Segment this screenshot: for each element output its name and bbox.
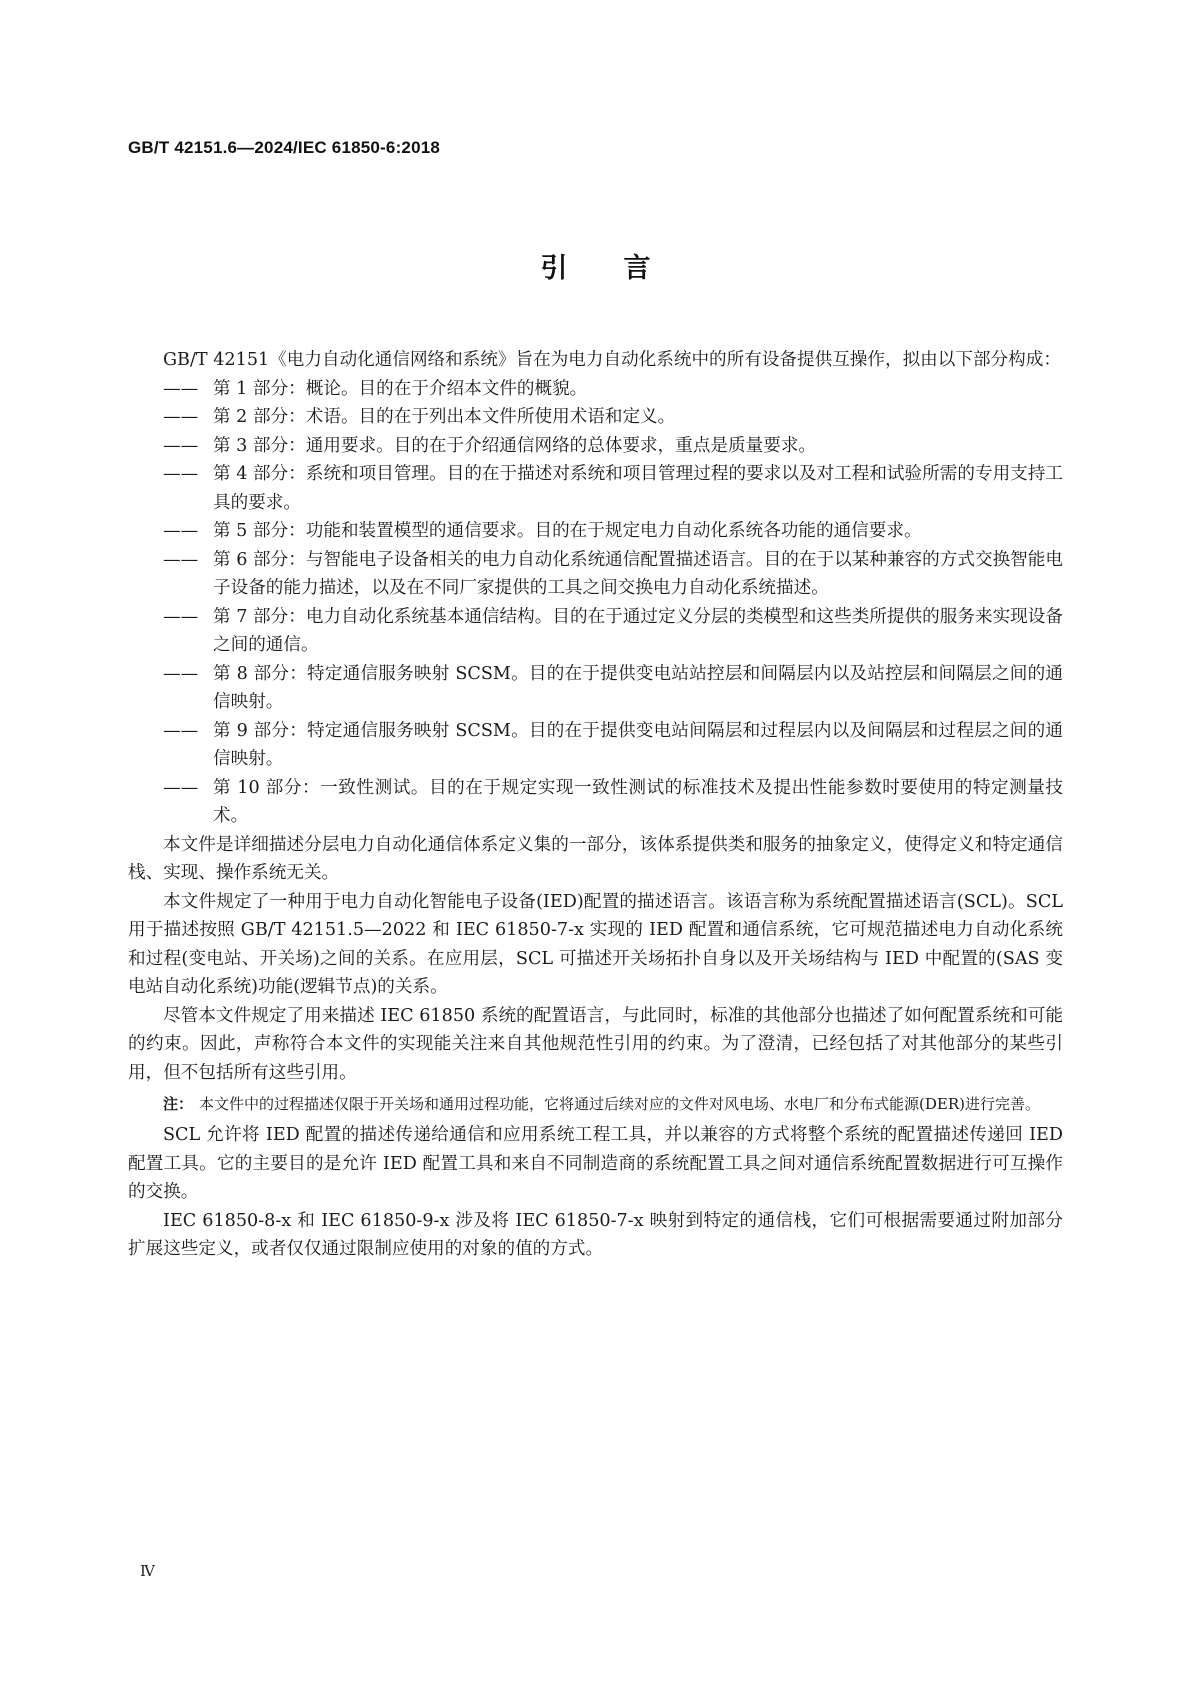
list-dash: —— [163,407,199,427]
main-content [128,346,1063,1264]
list-dash: —— [163,777,199,798]
body-paragraph-2: 本文件规定了一种用于电力自动化智能电子设备(IED)配置的描述语言。该语言称为系统配置描述语言(SCL)。SCL 用于描述按照 GB/T 42151.5—2022 和 IEC 61850-7-x 实现的 IED 配置和通信系统，它可规范描述电力自动化系统和过程(变电站、开关场)之间的关系。在应用层，SCL 可描述开关场拓扑自身以及开关场结构与 IED 中配置的(SAS 变电站自动化系统)功能(逻辑节点)的关系。 [128,891,1063,997]
list-item [128,717,1063,774]
list-dash: —— [163,720,199,741]
list-item-text: 第 5 部分：功能和装置模型的通信要求。目的在于规定电力自动化系统各功能的通信要求。 [213,521,922,541]
list-dash: —— [163,606,199,627]
list-dash: —— [163,435,199,456]
page-title: 引言 [540,253,707,284]
list-dash: —— [163,378,199,399]
body-paragraph-1: 本文件是详细描述分层电力自动化通信体系定义集的一部分，该体系提供类和服务的抽象定义，使得定义和特定通信栈、实现、操作系统无关。 [128,834,1063,883]
list-item [128,460,1063,517]
note-label: 注： [163,1095,194,1113]
list-item-text: 第 10 部分：一致性测试。目的在于规定实现一致性测试的标准技术及提出性能参数时要使用的特定测量技术。 [213,777,1063,826]
list-dash: —— [163,521,199,541]
parts-list [128,375,1063,831]
note [128,1091,1063,1117]
list-item-text: 第 7 部分：电力自动化系统基本通信结构。目的在于通过定义分层的类模型和这些类所提供的服务来实现设备之间的通信。 [213,606,1063,655]
list-dash: —— [163,549,199,570]
list-item-text: 第 8 部分：特定通信服务映射 SCSM。目的在于提供变电站站控层和间隔层内以及站控层和间隔层之间的通信映射。 [213,663,1063,712]
note-text: 本文件中的过程描述仅限于开关场和通用过程功能，它将通过后续对应的文件对风电场、水电厂和分布式能源(DER)进行完善。 [199,1095,1040,1113]
list-item-text: 第 4 部分：系统和项目管理。目的在于描述对系统和项目管理过程的要求以及对工程和试验所需的专用支持工具的要求。 [213,464,1063,513]
list-item [128,517,1063,546]
list-item-text: 第 2 部分：术语。目的在于列出本文件所使用术语和定义。 [213,407,676,427]
body-paragraph-5: IEC 61850-8-x 和 IEC 61850-9-x 涉及将 IEC 61850-7-x 映射到特定的通信栈，它们可根据需要通过附加部分扩展这些定义，或者仅仅通过限制应使用的对象的值的方式。 [128,1210,1063,1259]
list-item-text: 第 6 部分：与智能电子设备相关的电力自动化系统通信配置描述语言。目的在于以某种兼容的方式交换智能电子设备的能力描述，以及在不同厂家提供的工具之间交换电力自动化系统描述。 [213,549,1063,598]
list-item [128,546,1063,603]
list-item [128,660,1063,717]
list-dash: —— [163,663,199,684]
page-number: Ⅳ [140,1562,155,1580]
list-item [128,375,1063,404]
intro-paragraph: GB/T 42151《电力自动化通信网络和系统》旨在为电力自动化系统中的所有设备提供互操作，拟由以下部分构成： [163,350,1061,370]
list-item-text: 第 1 部分：概论。目的在于介绍本文件的概貌。 [213,378,588,399]
list-item [128,774,1063,831]
standard-number-header: GB/T 42151.6—2024/IEC 61850-6:2018 [128,138,441,157]
list-item [128,603,1063,660]
body-paragraph-4: SCL 允许将 IED 配置的描述传递给通信和应用系统工程工具，并以兼容的方式将整个系统的配置描述传递回 IED 配置工具。它的主要目的是允许 IED 配置工具和来自不同制造商的系统配置工具之间对通信系统配置数据进行可互操作的交换。 [128,1125,1063,1202]
list-item-text: 第 9 部分：特定通信服务映射 SCSM。目的在于提供变电站间隔层和过程层内以及间隔层和过程层之间的通信映射。 [213,720,1063,769]
list-item-text: 第 3 部分：通用要求。目的在于介绍通信网络的总体要求，重点是质量要求。 [213,435,816,456]
list-dash: —— [163,464,199,484]
body-paragraph-3: 尽管本文件规定了用来描述 IEC 61850 系统的配置语言，与此同时，标准的其他部分也描述了如何配置系统和可能的约束。因此，声称符合本文件的实现能关注来自其他规范性引用的约束。为了澄清，已经包括了对其他部分的某些引用，但不包括所有这些引用。 [128,1005,1063,1083]
list-item [128,403,1063,432]
list-item [128,432,1063,461]
